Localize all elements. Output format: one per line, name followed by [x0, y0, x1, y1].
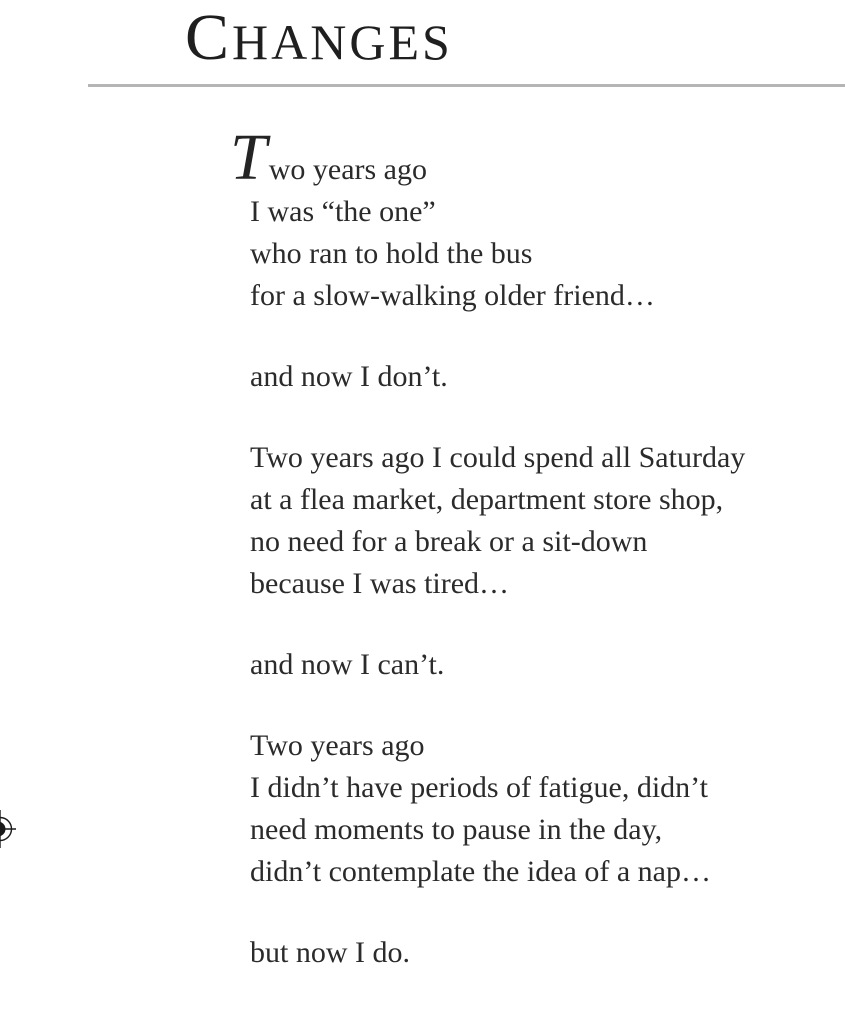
poem-line: Two years ago [250, 729, 425, 762]
poem-line: because I was tired… [250, 567, 510, 600]
page-title-initial: C [185, 1, 233, 74]
poem-line: no need for a break or a sit-down [250, 525, 648, 558]
registration-mark-icon [0, 809, 17, 849]
poem-line: I was “the one” [250, 195, 436, 228]
page-title [185, 1, 453, 74]
poem-line: and now I can’t. [250, 648, 445, 681]
poem-stanza [250, 437, 810, 605]
poem-line: Two years ago I could spend all Saturday [250, 441, 746, 474]
poem-stanza [250, 932, 810, 974]
poem-line: need moments to pause in the day, [250, 813, 663, 846]
poem-line: didn’t contemplate the idea of a nap… [250, 855, 711, 888]
poem-line: Two years ago [230, 121, 427, 194]
poem-line: who ran to hold the bus [250, 237, 533, 270]
poem-stanza [250, 725, 810, 893]
poem-line: for a slow-walking older friend… [250, 279, 655, 312]
page-title-rest: HANGES [232, 14, 453, 70]
poem-body [230, 121, 810, 974]
poem-stanza [250, 644, 810, 686]
poem-line: at a flea market, department store shop, [250, 483, 724, 516]
poem-stanza [250, 356, 810, 398]
title-rule [88, 84, 845, 87]
poem-stanza [230, 121, 810, 317]
poem-line: but now I do. [250, 936, 410, 969]
poem-line: and now I don’t. [250, 360, 448, 393]
poem-line: I didn’t have periods of fatigue, didn’t [250, 771, 708, 804]
